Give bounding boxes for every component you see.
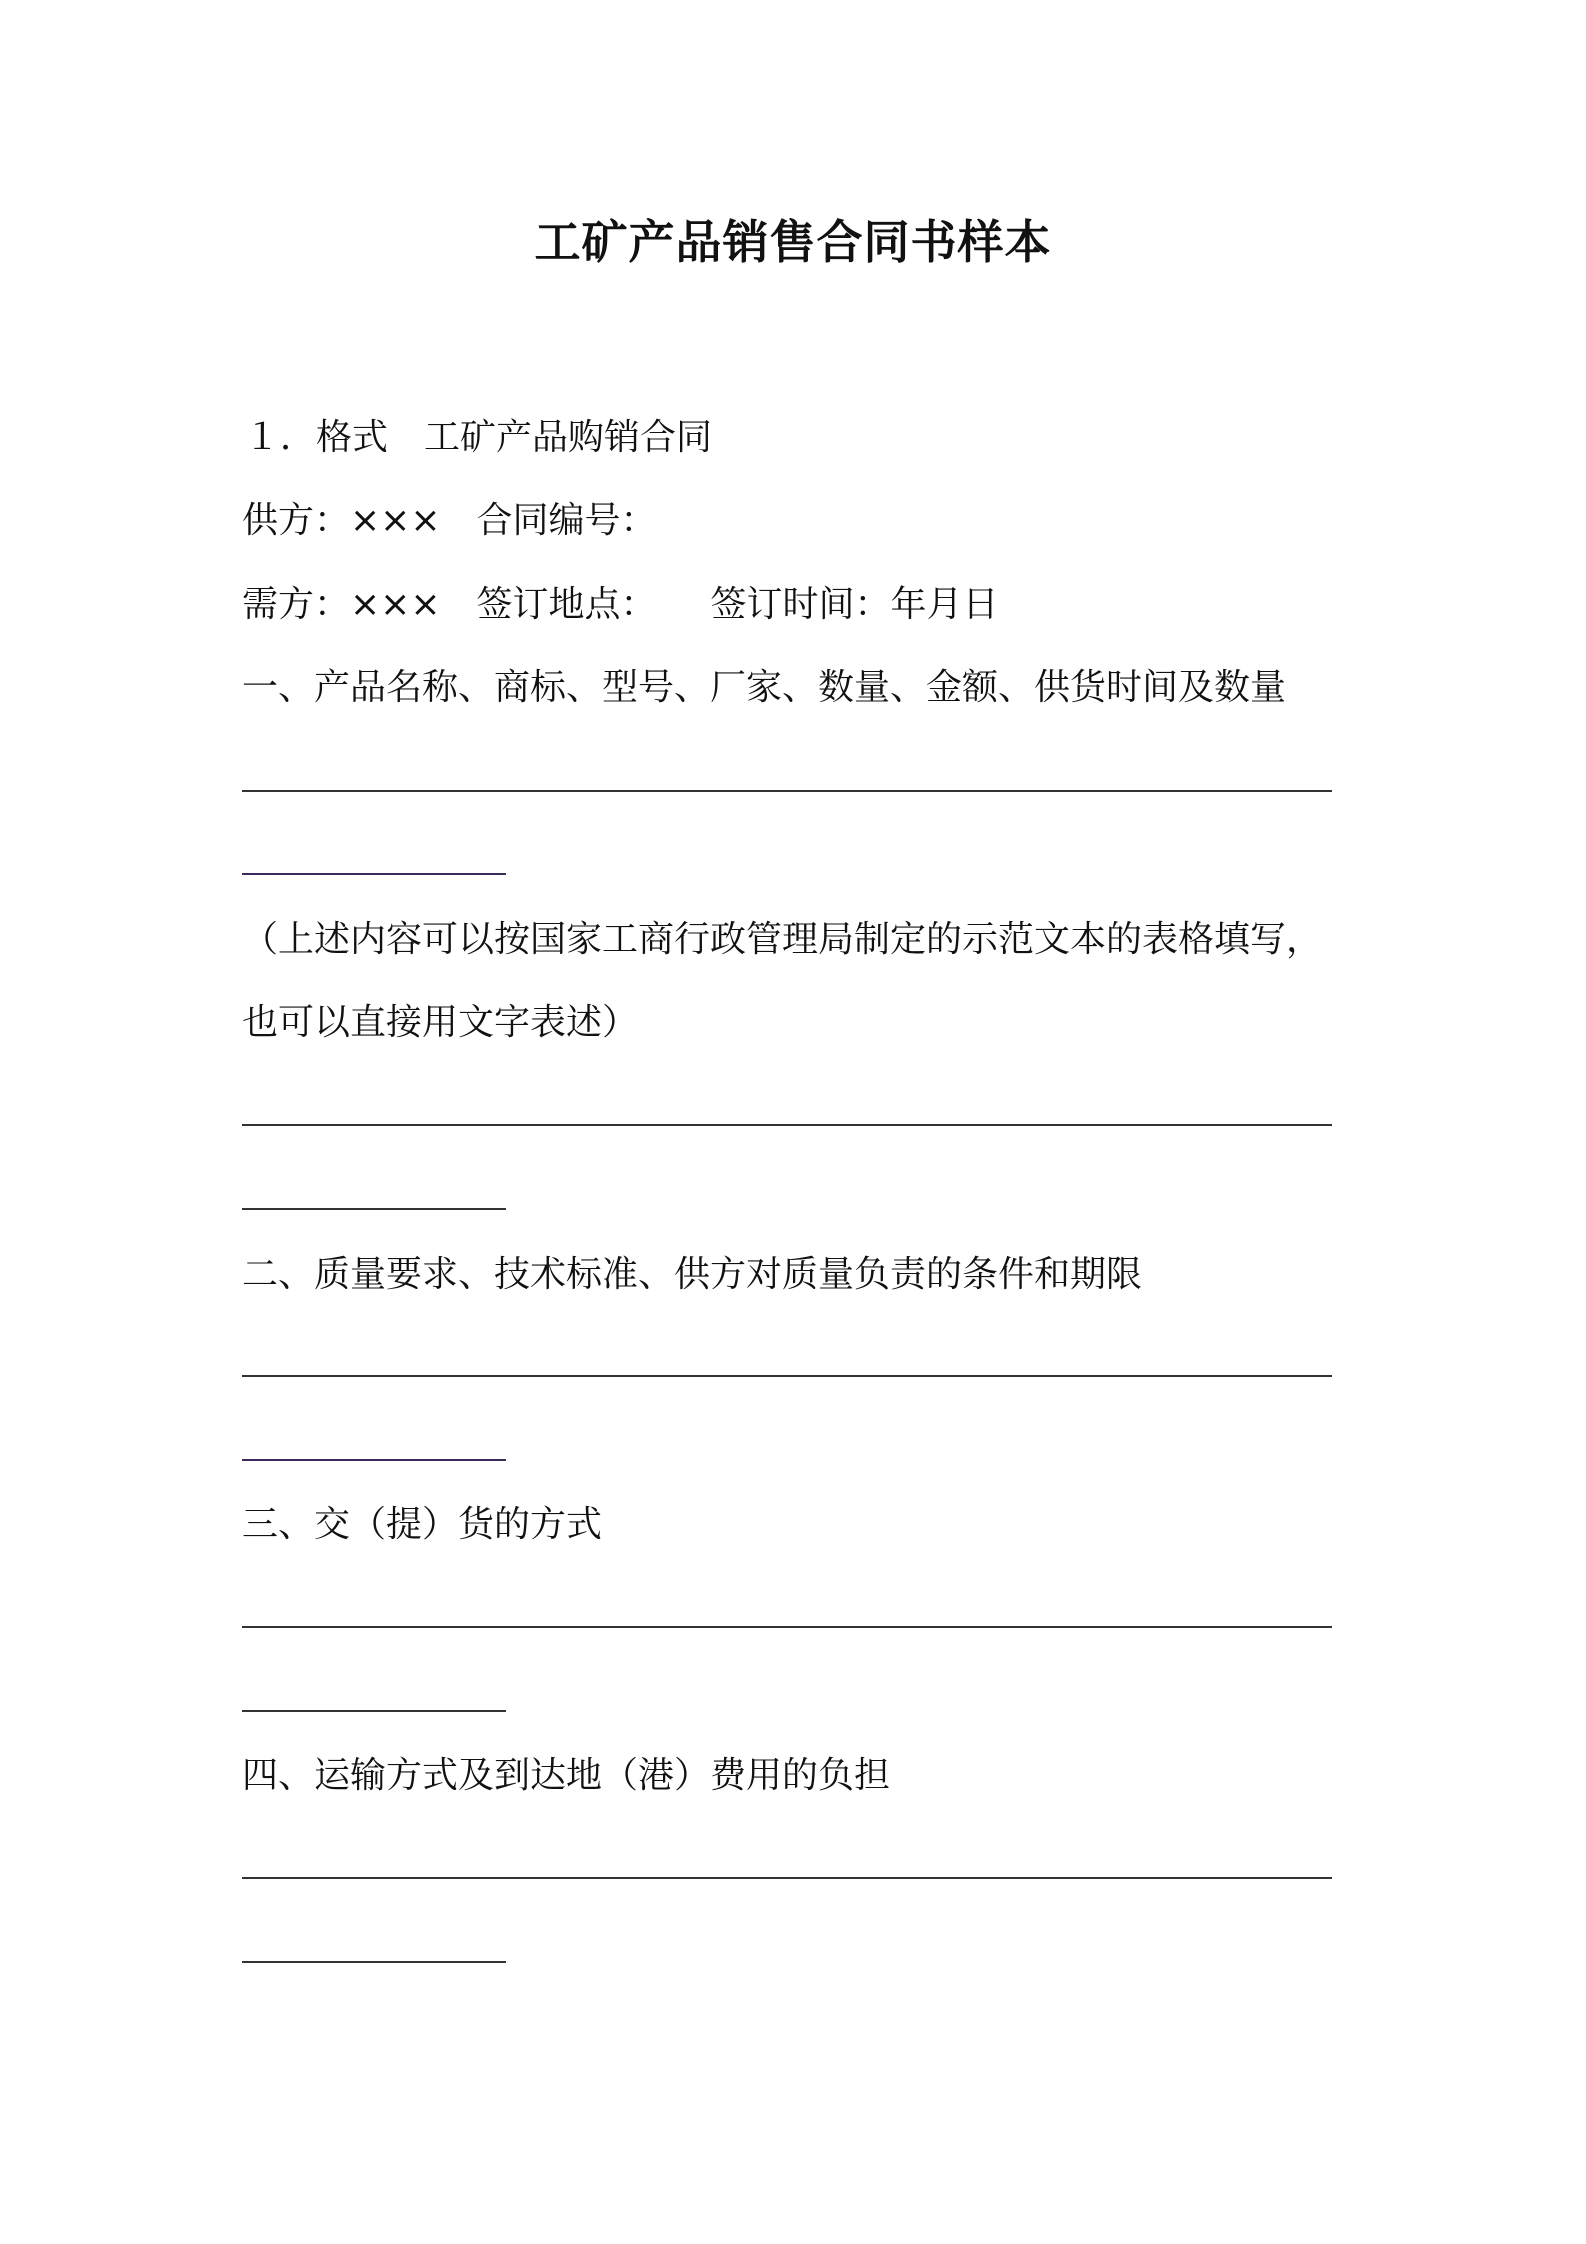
supplier-line: 供方：××× 合同编号： [242,500,657,541]
buyer-line: 需方：××× 签订地点： 签订时间：年月日 [242,584,999,625]
fill-in-line [242,790,1332,792]
fill-in-line [242,1710,506,1712]
fill-in-line [242,1961,506,1963]
section-3-heading: 三、交（提）货的方式 [242,1504,603,1545]
fill-in-line [242,1208,506,1210]
section-2-heading: 二、质量要求、技术标准、供方对质量负责的条件和期限 [242,1254,1143,1295]
fill-in-line [242,1459,506,1461]
fill-in-line [242,1375,1332,1377]
section-4-heading: 四、运输方式及到达地（港）费用的负担 [242,1755,891,1796]
fill-in-line [242,1877,1332,1879]
fill-in-line [242,1124,1332,1126]
fill-in-line [242,873,506,875]
section-1-heading: 一、产品名称、商标、型号、厂家、数量、金额、供货时间及数量 [242,667,1287,708]
note-line-2: 也可以直接用文字表述） [242,1002,639,1043]
format-line: １．格式 工矿产品购销合同 [244,417,713,458]
note-line-1: （上述内容可以按国家工商行政管理局制定的示范文本的表格填写， [242,919,1323,960]
fill-in-line [242,1626,1332,1628]
document-title: 工矿产品销售合同书样本 [534,215,1052,269]
